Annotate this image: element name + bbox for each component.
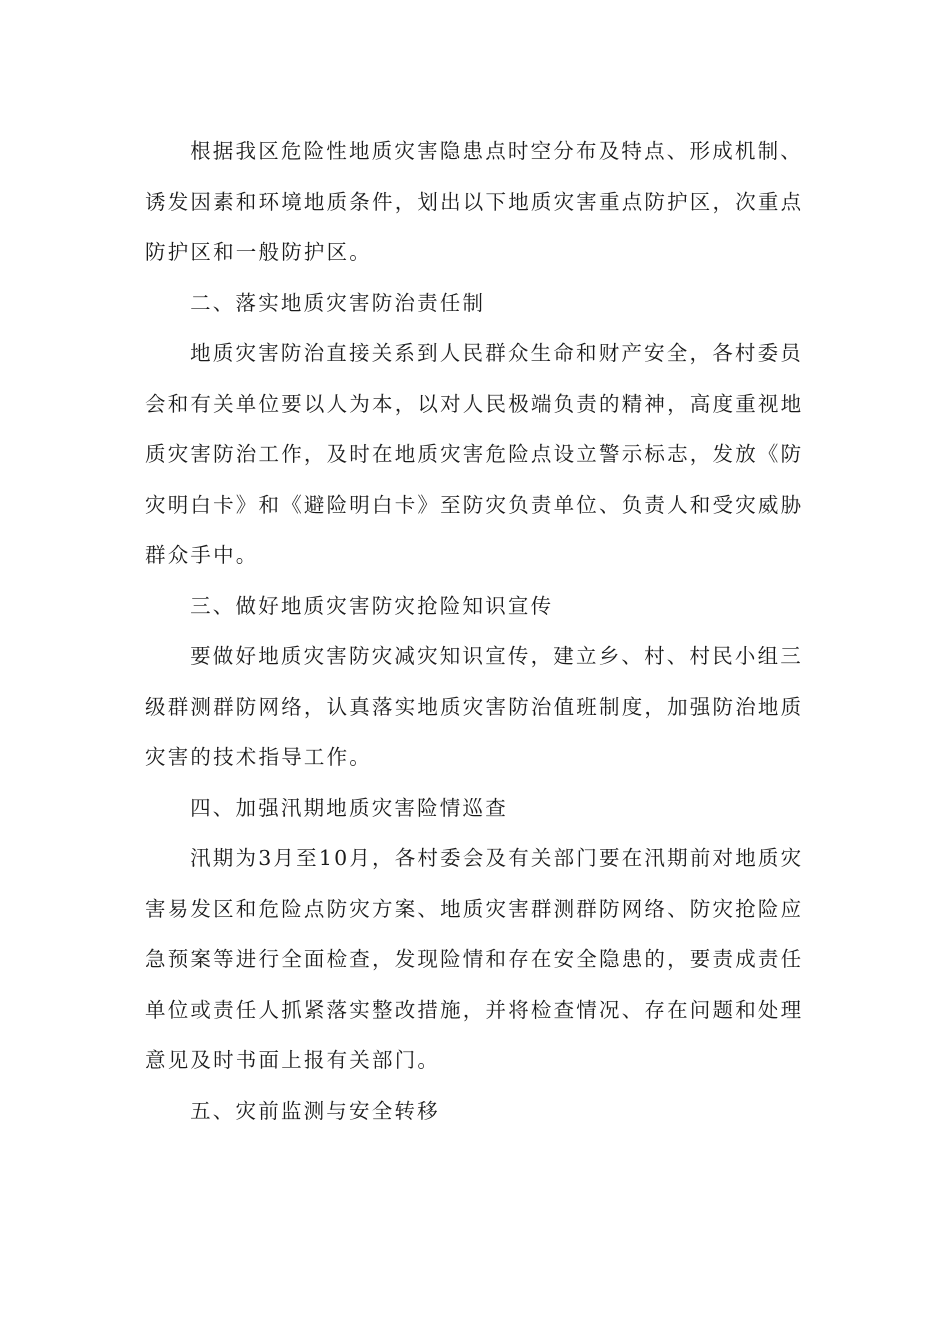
text-line: 诱发因素和环境地质条件，划出以下地质灾害重点防护区，次重点 xyxy=(145,189,804,214)
paragraph-flood-season xyxy=(145,833,805,1086)
text-line: 要做好地质灾害防灾减灾知识宣传，建立乡、村、村民小组三 xyxy=(190,644,803,668)
paragraph-responsibility xyxy=(145,328,805,581)
section-heading-3: 三、做好地质灾害防灾抢险知识宣传 xyxy=(190,593,554,618)
section-heading-5: 五、灾前监测与安全转移 xyxy=(190,1098,440,1123)
text-line: 汛期为3月至10月，各村委会及有关部门要在汛期前对地质灾 xyxy=(190,846,804,870)
text-line: 地质灾害防治直接关系到人民群众生命和财产安全，各村委员 xyxy=(190,341,803,365)
paragraph-publicity xyxy=(145,631,805,783)
text-line: 防护区和一般防护区。 xyxy=(145,240,372,264)
section-heading-4: 四、加强汛期地质灾害险情巡查 xyxy=(190,795,508,820)
text-line: 意见及时书面上报有关部门。 xyxy=(145,1048,441,1072)
text-line: 质灾害防治工作，及时在地质灾害危险点设立警示标志，发放《防 xyxy=(145,442,804,466)
text-line: 根据我区危险性地质灾害隐患点时空分布及特点、形成机制、 xyxy=(190,139,803,163)
text-line: 灾害的技术指导工作。 xyxy=(145,745,372,769)
text-line: 害易发区和危险点防灾方案、地质灾害群测群防网络、防灾抢险应 xyxy=(145,896,804,921)
text-line: 会和有关单位要以人为本，以对人民极端负责的精神，高度重视地 xyxy=(145,391,804,416)
text-line: 级群测群防网络，认真落实地质灾害防治值班制度，加强防治地质 xyxy=(145,694,804,719)
paragraph-intro xyxy=(145,126,805,278)
text-line: 急预案等进行全面检查，发现险情和存在安全隐患的，要责成责任 xyxy=(145,947,804,971)
text-line: 灾明白卡》和《避险明白卡》至防灾负责单位、负责人和受灾威胁 xyxy=(145,492,804,517)
text-line: 单位或责任人抓紧落实整改措施，并将检查情况、存在问题和处理 xyxy=(145,997,804,1022)
document-body xyxy=(145,126,805,1136)
text-line: 群众手中。 xyxy=(145,543,259,567)
section-heading-2: 二、落实地质灾害防治责任制 xyxy=(190,290,486,315)
